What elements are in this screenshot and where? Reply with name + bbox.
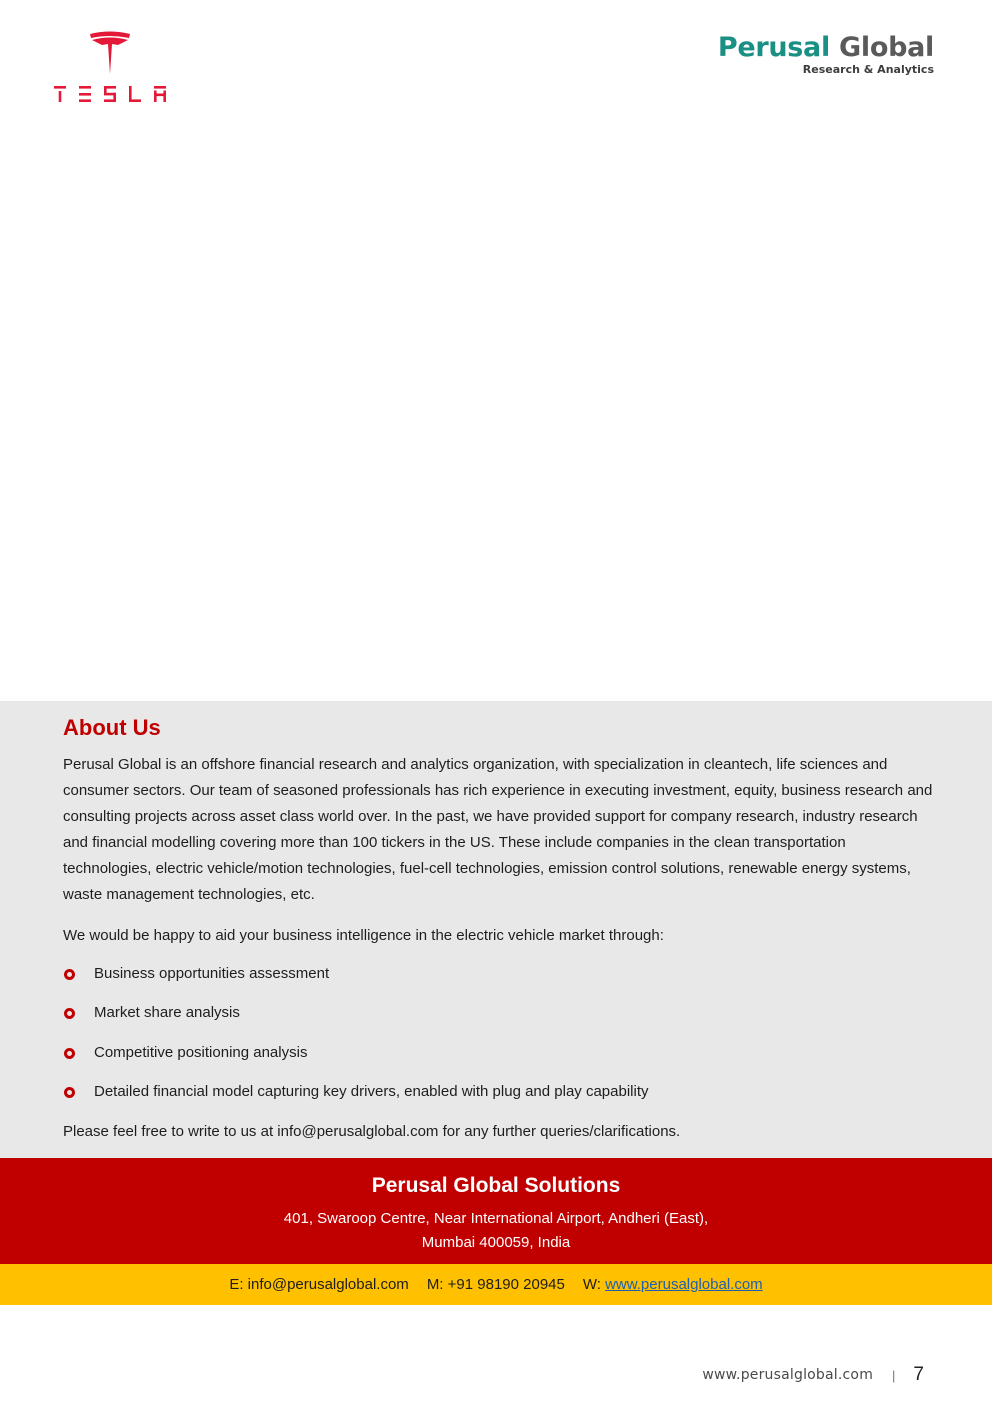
list-item-text: Business opportunities assessment — [94, 965, 330, 982]
list-item — [63, 1040, 649, 1079]
about-us-paragraph: Perusal Global is an offshore financial research and analytics organization, with specialization in cleantech, life sciences and consumer sectors. Our team of seasoned professionals has rich experience in executing investment, equity, business research and consulting projects across asset class world over. In the past, we have provided support for company research, industry research and financial modelling covering more than 100 tickers in the US. These include companies in the clean transportation technologies, electric vehicle/motion technologies, fuel-cell technologies, emission control solutions, renewable energy systems, waste management technologies, etc. — [63, 756, 933, 903]
website-prefix: W: — [582, 1276, 606, 1293]
perusal-global-logo — [718, 32, 934, 76]
contact-website — [583, 1276, 763, 1293]
address-line-1: 401, Swaroop Centre, Near International Airport, Andheri (East), — [283, 1210, 709, 1227]
page-footer — [702, 1364, 924, 1386]
brand-tagline: Research & Analytics — [802, 63, 934, 76]
contact-email: E: info@perusalglobal.com — [229, 1276, 409, 1293]
brand-name-left: Perusal — [717, 32, 830, 63]
contact-details-band — [0, 1264, 992, 1305]
brand-name — [718, 32, 934, 64]
footer-separator: | — [892, 1367, 896, 1383]
list-item — [63, 961, 649, 1000]
brand-name-right: Global — [839, 32, 934, 63]
address-line-2: Mumbai 400059, India — [421, 1234, 571, 1251]
services-intro: We would be happy to aid your business intelligence in the electric vehicle market through: — [63, 927, 664, 944]
bullet-ring-icon — [64, 1087, 75, 1098]
bullet-ring-icon — [64, 969, 75, 980]
about-us-title: About Us — [63, 715, 161, 740]
list-item-text: Competitive positioning analysis — [94, 1043, 308, 1061]
website-link[interactable]: www.perusalglobal.com — [605, 1276, 763, 1293]
closing-note: Please feel free to write to us at info@perusalglobal.com for any further queries/clarifications. — [63, 1123, 681, 1140]
bullet-ring-icon — [64, 1008, 75, 1019]
footer-url: www.perusalglobal.com — [702, 1367, 874, 1383]
contact-mobile: M: +91 98190 20945 — [426, 1276, 565, 1293]
list-item-text: Detailed financial model capturing key drivers, enabled with plug and play capability — [94, 1082, 649, 1100]
list-item-text: Market share analysis — [94, 1004, 240, 1022]
list-item — [63, 1079, 649, 1118]
tesla-t-icon — [52, 30, 168, 104]
tesla-logo — [52, 30, 168, 104]
bullet-ring-icon — [64, 1048, 75, 1059]
services-list — [63, 961, 649, 1118]
company-name: Perusal Global Solutions — [371, 1174, 621, 1197]
list-item — [63, 1000, 649, 1039]
about-us-body — [63, 752, 937, 908]
page-number: 7 — [913, 1364, 924, 1385]
